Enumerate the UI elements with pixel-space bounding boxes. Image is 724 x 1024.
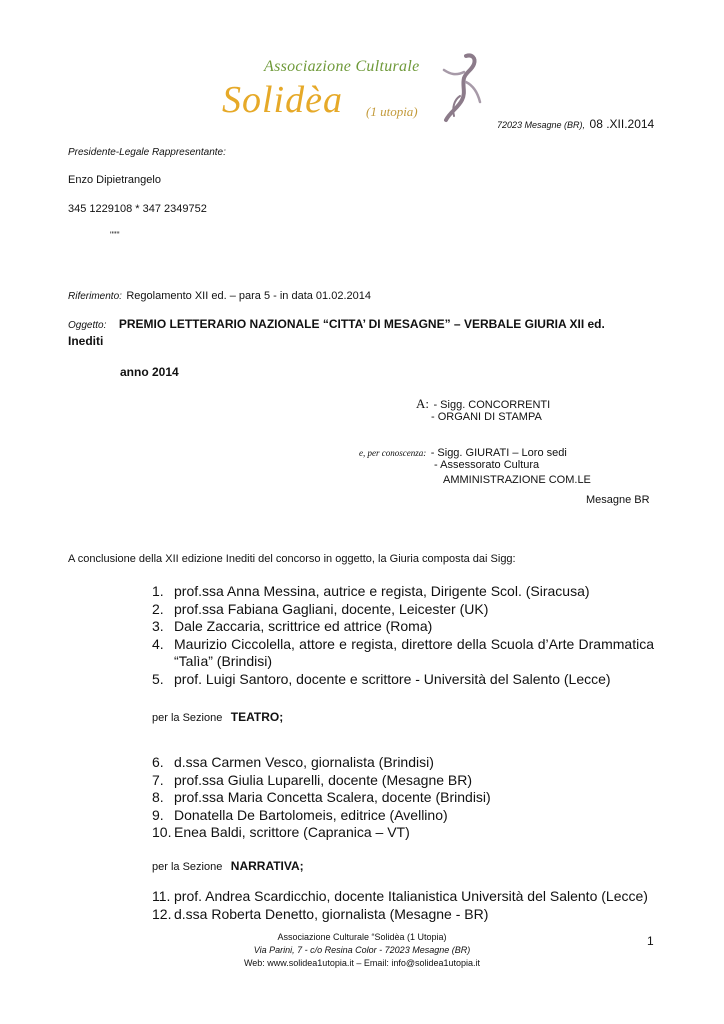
list-item: 2. prof.ssa Fabiana Gagliani, docente, Leicester (UK) xyxy=(152,600,489,617)
subject xyxy=(68,315,605,333)
list-item: 3. Dale Zaccaria, scrittrice ed attrice (Roma) xyxy=(152,618,433,634)
list-item: 8. prof.ssa Maria Concetta Scalera, docente (Brindisi) xyxy=(152,789,491,805)
logo-association-text: Associazione Culturale xyxy=(264,58,420,75)
footer-association: Associazione Culturale “Solidèa (1 Utopia) xyxy=(277,932,447,942)
sender-role: Presidente-Legale Rappresentante: xyxy=(68,147,226,158)
subject-title-cont: Inediti xyxy=(68,334,104,348)
jury-list-1 xyxy=(152,583,654,688)
separator: """ xyxy=(110,230,120,240)
sender-name: Enzo Dipietrangelo xyxy=(68,174,161,186)
logo-figure-icon xyxy=(436,52,486,124)
reference-label: Riferimento: xyxy=(68,291,122,302)
subject-label: Oggetto: xyxy=(68,320,107,331)
recipient-a-line: - Sigg. CONCORRENTI xyxy=(433,399,551,411)
list-item: 1. prof.ssa Anna Messina, autrice e regista, Dirigente Scol. (Siracusa) xyxy=(152,583,590,599)
list-item: 10. Enea Baldi, scrittore (Capranica – VT) xyxy=(152,824,410,840)
sender-phones: 345 1229108 * 347 2349752 xyxy=(68,203,207,215)
recipient-cc-line: - Assessorato Cultura xyxy=(434,459,540,471)
place-date xyxy=(497,115,654,133)
reference-text: Regolamento XII ed. – para 5 - in data 01.02.2014 xyxy=(126,290,371,302)
jury-list-3 xyxy=(152,888,654,923)
recipient-a-label: A: xyxy=(416,396,429,411)
section-name: NARRATIVA; xyxy=(230,859,304,873)
recipient-a-line: - ORGANI DI STAMPA xyxy=(431,411,542,423)
date: 08 .XII.2014 xyxy=(589,117,655,131)
list-item: 12. d.ssa Roberta Denetto, giornalista (Mesagne - BR) xyxy=(152,905,489,922)
list-item: 5. prof. Luigi Santoro, docente e scrittore - Università del Salento (Lecce) xyxy=(152,670,611,687)
section-name: TEATRO; xyxy=(230,710,284,724)
list-item: 4. Maurizio Ciccolella, attore e regista, direttore della Scuola d’Arte Drammatica “Talìa” (Brindisi) xyxy=(152,635,654,669)
jury-list-2 xyxy=(152,754,654,842)
footer-contacts: Web: www.solidea1utopia.it – Email: info@solidea1utopia.it xyxy=(243,958,481,968)
reference xyxy=(68,286,371,304)
list-item: 6. d.ssa Carmen Vesco, giornalista (Brindisi) xyxy=(152,754,434,770)
intro-paragraph: A conclusione della XII edizione Inediti del concorso in oggetto, la Giuria composta dai Sigg: xyxy=(68,553,516,565)
recipient-city: Mesagne BR xyxy=(586,494,650,506)
footer-address: Via Parini, 7 - c/o Resina Color - 72023 Mesagne (BR) xyxy=(253,945,471,955)
place: 72023 Mesagne (BR), xyxy=(497,120,586,130)
list-item: 9. Donatella De Bartolomeis, editrice (Avellino) xyxy=(152,806,448,823)
list-item: 7. prof.ssa Giulia Luparelli, docente (Mesagne BR) xyxy=(152,771,473,788)
recipient-cc-line: AMMINISTRAZIONE COM.LE xyxy=(443,474,591,486)
section-narrativa xyxy=(152,857,304,875)
logo-name: Solidèa xyxy=(222,79,343,121)
section-teatro xyxy=(152,708,283,726)
logo-subtitle: (1 utopia) xyxy=(366,104,418,119)
section-prefix: per la Sezione xyxy=(152,861,223,873)
subject-title: PREMIO LETTERARIO NAZIONALE “CITTA’ DI MESAGNE” – VERBALE GIURIA XII ed. xyxy=(118,317,605,331)
list-item: 11. prof. Andrea Scardicchio, docente Italianistica Università del Salento (Lecce) xyxy=(152,888,648,904)
recipient-cc-line: - Sigg. GIURATI – Loro sedi xyxy=(430,447,567,459)
page-number: 1 xyxy=(647,934,654,948)
recipient-cc-label: e, per conoscenza: xyxy=(359,448,427,458)
section-prefix: per la Sezione xyxy=(152,712,223,724)
subject-year: anno 2014 xyxy=(120,365,179,379)
